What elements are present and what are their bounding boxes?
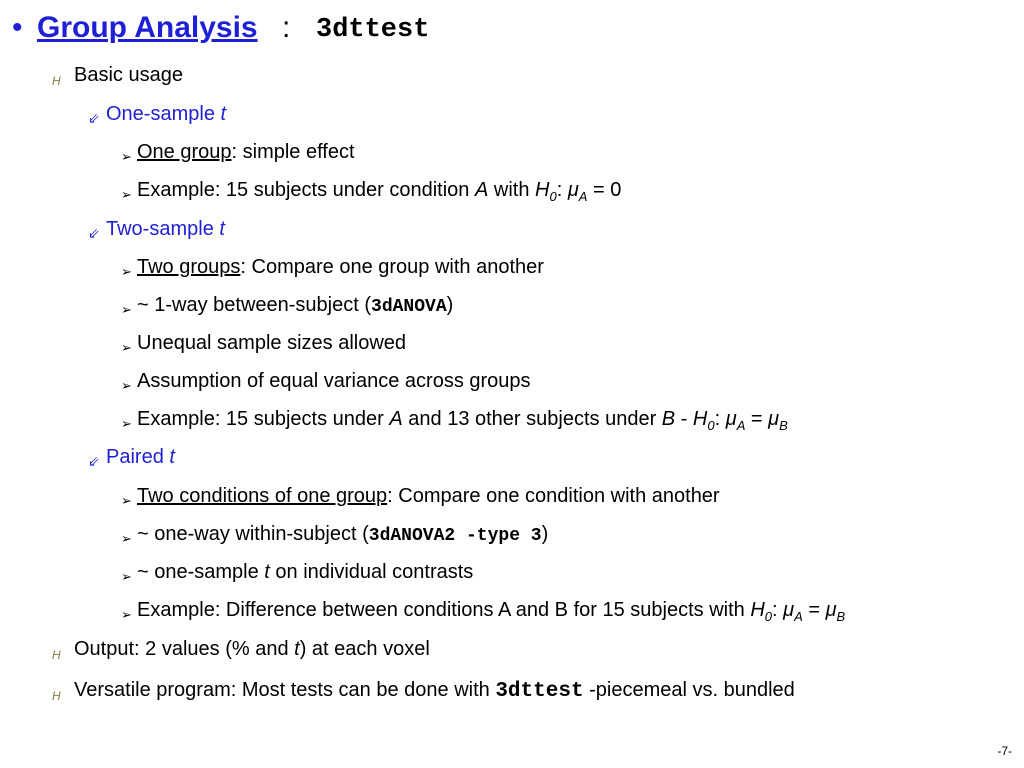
two-groups-text: Two groups: Compare one group with another	[137, 256, 544, 278]
triangle-bullet-icon: ➢	[121, 302, 132, 317]
one-group-text: One group: simple effect	[137, 141, 355, 163]
one-way-between-text: ~ 1-way between-subject (3dANOVA)	[137, 294, 454, 317]
one-sample-text: One-sample t	[106, 103, 227, 125]
triangle-bullet-icon: ➢	[121, 340, 132, 355]
triangle-bullet-icon: ➢	[121, 531, 132, 546]
triangle-bullet-icon: ➢	[121, 187, 132, 202]
within-subject-text: ~ one-way within-subject (3dANOVA2 -type 3)	[137, 523, 549, 546]
triangle-bullet-icon: ➢	[121, 569, 132, 584]
one-sample-contrasts-text: ~ one-sample t on individual contrasts	[137, 561, 474, 583]
title-bullet: •	[12, 11, 23, 44]
versatile-text: Versatile program: Most tests can be done with 3dttest -piecemeal vs. bundled	[74, 679, 795, 703]
assumption-text: Assumption of equal variance across groups	[137, 370, 531, 392]
example-3-text: Example: Difference between conditions A and B for 15 subjects with $H_0$: $\mu_A = \mu_B$	[137, 599, 846, 624]
arrow-bullet-icon: ⇙	[88, 110, 100, 126]
basic-usage-text: Basic usage	[74, 64, 183, 86]
triangle-bullet-icon: ➢	[121, 493, 132, 508]
bullet-h-icon: H	[52, 689, 61, 703]
arrow-bullet-icon: ⇙	[88, 225, 100, 241]
paired-text: Paired t	[106, 446, 175, 468]
arrow-bullet-icon: ⇙	[88, 453, 100, 469]
title-command: 3dttest	[316, 15, 430, 45]
triangle-bullet-icon: ➢	[121, 378, 132, 393]
two-sample-text: Two-sample t	[106, 218, 225, 240]
example-2-text: Example: 15 subjects under A and 13 other subjects under B - $H_0$: $\mu_A = \mu_B$	[137, 408, 788, 433]
triangle-bullet-icon: ➢	[121, 607, 132, 622]
title-separator: :	[282, 11, 291, 44]
triangle-bullet-icon: ➢	[121, 416, 132, 431]
two-conditions-text: Two conditions of one group: Compare one condition with another	[137, 485, 720, 507]
bullet-h-icon: H	[52, 74, 61, 88]
triangle-bullet-icon: ➢	[121, 149, 132, 164]
triangle-bullet-icon: ➢	[121, 264, 132, 279]
bullet-h-icon: H	[52, 648, 61, 662]
example-1-text: Example: 15 subjects under condition A with $H_0$: $\mu_A = 0$	[137, 179, 622, 204]
output-text: Output: 2 values (% and t) at each voxel	[74, 638, 430, 660]
page-number: -7-	[997, 744, 1012, 758]
group-analysis-link[interactable]: Group Analysis	[37, 11, 258, 44]
unequal-text: Unequal sample sizes allowed	[137, 332, 407, 354]
